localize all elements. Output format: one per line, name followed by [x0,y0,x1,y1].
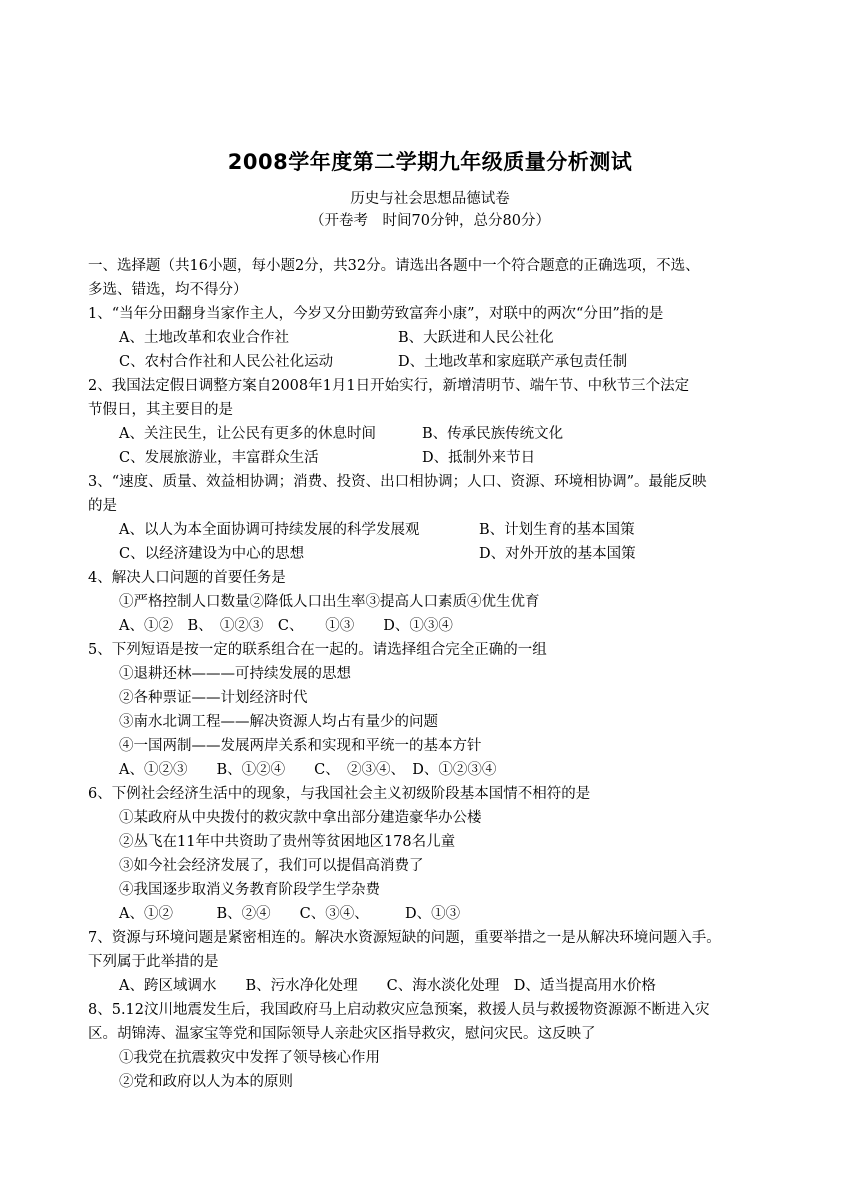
option-right: D、土地改革和家庭联产承包责任制 [398,354,628,370]
text-line: 8、5.12汶川地震发生后，我国政府马上启动救灾应急预案，救援人员与救援物资源源不断进入灾 [88,1002,710,1018]
option-left: A、关注民生，让公民有更多的休息时间 [119,426,376,442]
text-line [88,422,778,446]
option-left: C、发展旅游业，丰富群众生活 [119,450,319,466]
option-right: D、对外开放的基本国策 [479,546,636,562]
page-title: 2008学年度第二学期九年级质量分析测试 [227,150,633,174]
text-line [88,350,778,374]
text-line: 节假日，其主要目的是 [88,402,233,418]
option-right: B、计划生育的基本国策 [479,522,635,538]
option-left: A、土地改革和农业合作社 [119,330,289,346]
text-line: 的是 [88,498,117,514]
text-line: ③南水北调工程——解决资源人均占有量少的问题 [119,714,438,730]
text-line: ①退耕还林———可持续发展的思想 [119,666,351,682]
question-body [88,254,778,1094]
text-line [88,518,778,542]
text-line: 6、下例社会经济生活中的现象，与我国社会主义初级阶段基本国情不相符的是 [88,786,591,802]
option-right: D、抵制外来节日 [422,450,536,466]
text-line: ①某政府从中央拨付的救灾款中拿出部分建造豪华办公楼 [119,810,482,826]
text-line: ④一国两制——发展两岸关系和实现和平统一的基本方针 [119,738,482,754]
text-line: 多选、错选，均不得分） [88,282,248,298]
text-line: 5、下列短语是按一定的联系组合在一起的。请选择组合完全正确的一组 [88,642,547,658]
text-line: A、①②③ B、①②④ C、 ②③④、 D、①②③④ [119,762,497,778]
text-line: 区。胡锦涛、温家宝等党和国际领导人亲赴灾区指导救灾，慰问灾民。这反映了 [88,1026,596,1042]
text-line: ①我党在抗震救灾中发挥了领导核心作用 [119,1050,380,1066]
page-subtitle: 历史与社会思想品德试卷 [350,191,510,207]
text-line: 1、“当年分田翻身当家作主人，今岁又分田勤劳致富奔小康”，对联中的两次“分田”指的是 [88,306,664,322]
option-left: C、以经济建设为中心的思想 [119,546,305,562]
option-left: C、农村合作社和人民公社化运动 [119,354,334,370]
text-line: ①严格控制人口数量②降低人口出生率③提高人口素质④优生优育 [119,594,540,610]
text-line: 4、解决人口问题的首要任务是 [88,570,286,586]
text-line: 7、资源与环境问题是紧密相连的。解决水资源短缺的问题，重要举措之一是从解决环境问题入手。 [88,930,721,946]
option-right: B、传承民族传统文化 [422,426,564,442]
option-right: B、大跃进和人民公社化 [398,330,554,346]
text-line [88,446,778,470]
option-left: A、以人为本全面协调可持续发展的科学发展观 [119,522,420,538]
text-line: ②党和政府以人为本的原则 [119,1074,293,1090]
text-line: ②丛飞在11年中共资助了贵州等贫困地区178名儿童 [119,834,456,850]
text-line: ④我国逐步取消义务教育阶段学生学杂费 [119,882,380,898]
text-line: A、①② B、 ①②③ C、 ①③ D、①③④ [119,618,453,634]
text-line [88,542,778,566]
text-line: ②各种票证——计划经济时代 [119,690,308,706]
text-line: 3、“速度、质量、效益相协调；消费、投资、出口相协调；人口、资源、环境相协调”。最能反映 [88,474,707,490]
text-line [88,326,778,350]
text-line: 一、选择题（共16小题，每小题2分，共32分。请选出各题中一个符合题意的正确选项，不选、 [88,258,700,274]
text-line: ③如今社会经济发展了，我们可以提倡高消费了 [119,858,424,874]
exam-info: （开卷考 时间70分钟，总分80分） [310,213,550,229]
text-line: A、跨区域调水 B、污水净化处理 C、海水淡化处理 D、适当提高用水价格 [119,978,656,994]
text-line: 2、我国法定假日调整方案自2008年1月1日开始实行，新增清明节、端午节、中秋节三个法定 [88,378,690,394]
text-line: 下列属于此举措的是 [88,954,219,970]
text-line: A、①② B、②④ C、③④、 D、①③ [119,906,461,922]
